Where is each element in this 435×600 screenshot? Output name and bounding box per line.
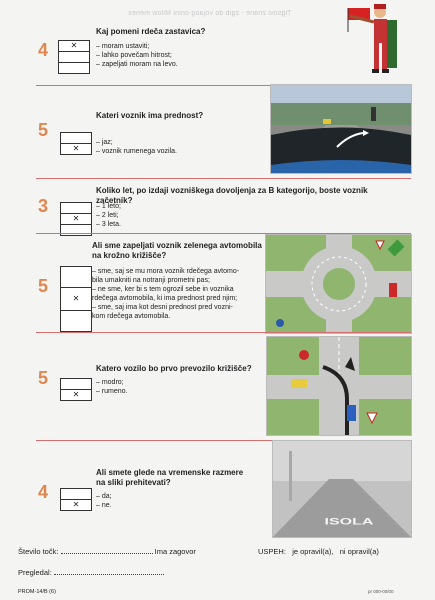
question-6 <box>0 438 435 538</box>
answer-list <box>96 202 121 229</box>
question-points: 4 <box>38 40 49 60</box>
answer-cell[interactable]: ✕ <box>72 144 80 153</box>
answer-option: – modro; <box>96 379 124 386</box>
answer-list <box>96 42 178 69</box>
answer-option: bila umakniti na notranji prometni pas; <box>92 277 210 284</box>
small-code: pr 000-00/00 <box>368 589 394 594</box>
score-field[interactable] <box>61 553 153 554</box>
question-title: Ali sme zapeljati voznik zelenega avtomobila na krožno križišče? <box>92 241 262 260</box>
form-code: PROM-14/B (6) <box>18 589 56 595</box>
question-points: 5 <box>38 368 49 388</box>
answer-list <box>96 378 128 396</box>
foggy-road-photo <box>272 440 412 538</box>
answer-list <box>96 138 177 156</box>
question-title: Ali smete glede na vremenske razmere na sliki prehitevati? <box>96 468 244 487</box>
result-line <box>258 547 379 556</box>
question-points: 5 <box>38 276 49 296</box>
answer-option: – ne. <box>96 502 112 509</box>
answer-cell[interactable]: ✕ <box>61 288 91 311</box>
reviewer-line <box>18 568 164 577</box>
flag-man-illustration <box>330 0 410 82</box>
answer-box[interactable] <box>60 266 92 332</box>
answer-option: rdečega avtomobila, ki ima prednost pred njim; <box>92 295 238 302</box>
question-1 <box>0 0 435 90</box>
question-4 <box>0 234 435 332</box>
question-2 <box>0 88 435 182</box>
road-intersection-photo <box>270 84 412 174</box>
question-title: Katero vozilo bo prvo prevozilo križišče? <box>96 364 252 373</box>
reviewer-label: Pregledal: <box>18 568 52 577</box>
score-line <box>18 547 196 556</box>
answer-option: kom rdečega avtomobila. <box>92 313 171 320</box>
answer-cell[interactable] <box>61 133 91 144</box>
answer-cell[interactable]: ✕ <box>72 500 80 509</box>
show-through-text: Tigsovi znane - zgib do vojaog onini Milow menex <box>128 10 292 17</box>
answer-cell[interactable]: ✕ <box>61 214 91 225</box>
question-points: 5 <box>38 120 49 140</box>
answer-option: – zapeljati moram na levo. <box>96 61 178 68</box>
answer-box[interactable] <box>60 132 92 155</box>
answer-cell[interactable] <box>61 203 91 214</box>
question-points: 3 <box>38 196 49 216</box>
question-5 <box>0 336 435 436</box>
answer-cell[interactable] <box>61 489 91 500</box>
answer-option: – jaz; <box>96 139 113 146</box>
answer-box[interactable] <box>58 40 90 74</box>
zagovor-label: Ima zagovor <box>154 547 196 556</box>
score-label: Število točk: <box>18 547 59 556</box>
separator <box>36 178 411 179</box>
answer-box[interactable] <box>60 378 92 401</box>
answer-cell[interactable]: ✕ <box>59 41 89 52</box>
answer-option: – lahko povečam hitrost; <box>96 52 172 59</box>
question-title: Kaj pomeni rdeča zastavica? <box>96 27 206 36</box>
answer-cell[interactable]: ✕ <box>72 390 80 399</box>
question-title: Kateri voznik ima prednost? <box>96 111 204 120</box>
result-label: USPEH: <box>258 547 286 556</box>
passed-option[interactable]: je opravil(a), <box>292 547 334 556</box>
answer-list <box>92 267 239 321</box>
answer-cell[interactable] <box>61 311 91 331</box>
answer-option: – moram ustaviti; <box>96 43 150 50</box>
question-title: Koliko let, po izdaji vozniškega dovoljenja za B kategorijo, boste voznik začetnik? <box>96 186 368 205</box>
intersection-diagram <box>266 336 412 436</box>
answer-option: – sme, saj se mu mora voznik rdečega avtomo- <box>92 268 240 275</box>
answer-option: – 3 leta. <box>96 221 121 228</box>
answer-list <box>96 492 112 510</box>
answer-cell[interactable] <box>59 63 89 73</box>
answer-option: – sme, saj ima kot desni prednost pred vozni- <box>92 304 233 311</box>
answer-option: – voznik rumenega vozila. <box>96 148 177 155</box>
answer-cell[interactable] <box>59 52 89 63</box>
answer-option: – da; <box>96 493 112 500</box>
failed-option[interactable]: ni opravil(a) <box>339 547 379 556</box>
road-marking-text: ISOLA <box>324 516 374 527</box>
answer-cell[interactable] <box>61 267 91 288</box>
answer-option: – 2 leti; <box>96 212 119 219</box>
answer-cell[interactable] <box>61 379 91 390</box>
separator <box>36 332 411 333</box>
question-3 <box>0 182 435 232</box>
answer-option: – ne sme, ker bi s tem ogrozil sebe in voznika <box>92 286 234 293</box>
answer-box[interactable] <box>60 202 92 236</box>
reviewer-field[interactable] <box>54 574 164 575</box>
question-points: 4 <box>38 482 49 502</box>
answer-option: – rumeno. <box>96 388 128 395</box>
answer-box[interactable] <box>60 488 92 511</box>
roundabout-diagram <box>265 234 412 334</box>
answer-option: – 1 leto; <box>96 203 121 210</box>
